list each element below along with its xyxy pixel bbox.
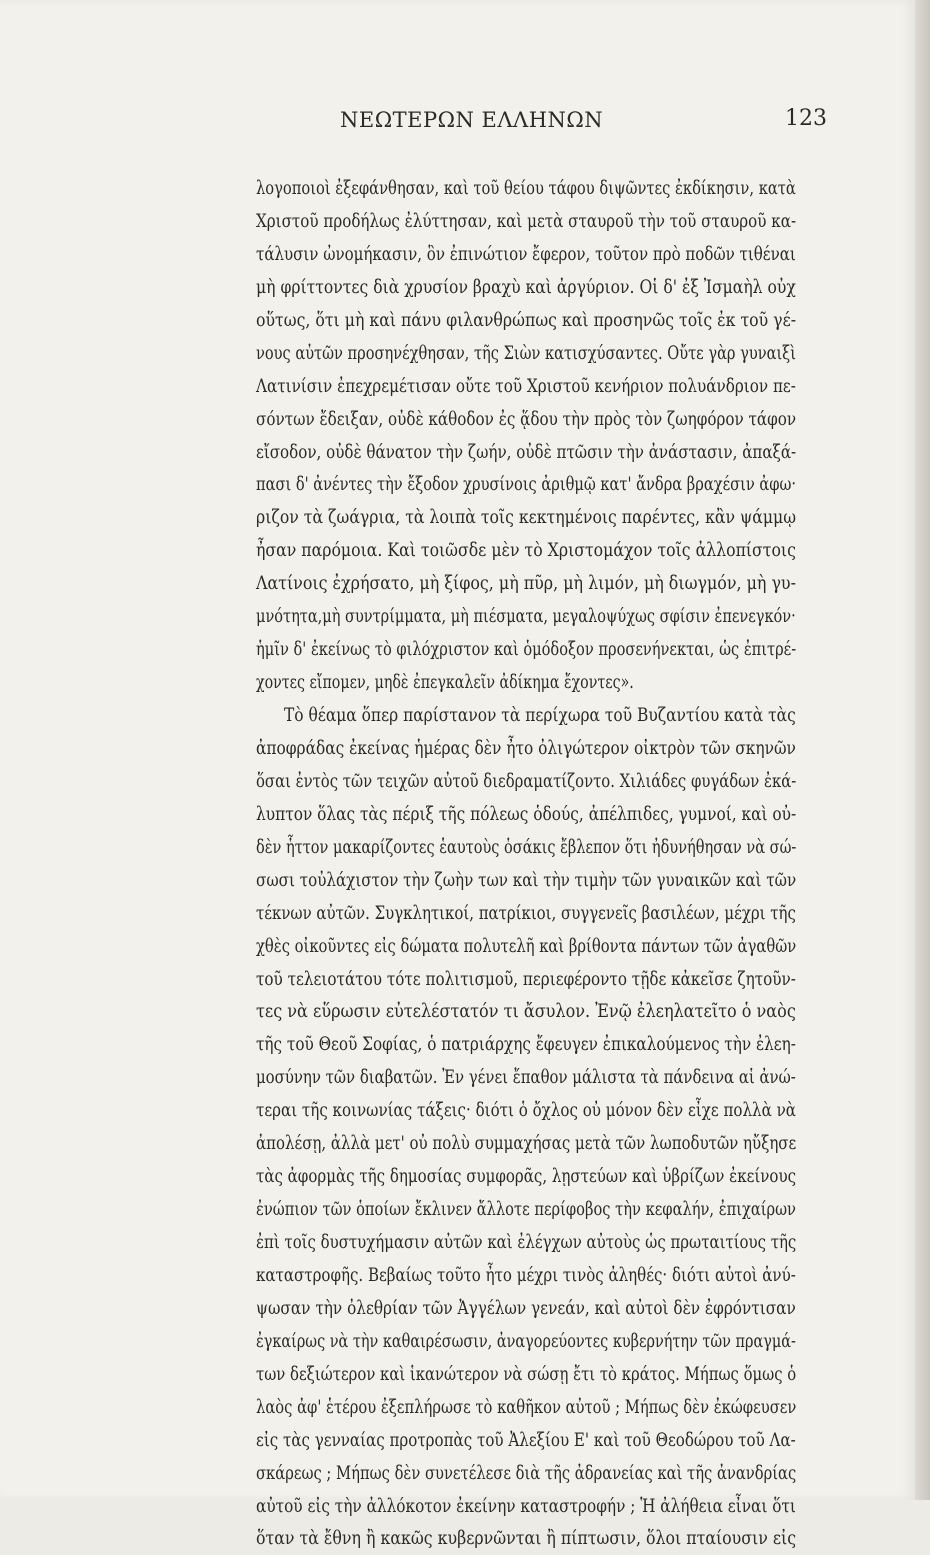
- text-line: [256, 1259, 796, 1292]
- text-line-content: τῆς τοῦ Θεοῦ Σοφίας, ὁ πατριάρχης ἔφευγεν ἐπικαλούμενος τὴν ἐλεη-: [256, 1033, 796, 1056]
- text-line-content: ὅταν τὰ ἔθνη ἢ κακῶς κυβερνῶνται ἢ πίπτωσιν, ὅλοι πταίουσιν εἰς: [256, 1527, 797, 1550]
- text-line-content: εἴσοδον, οὐδὲ θάνατον τὴν ζωήν, οὐδὲ πτῶσιν τὴν ἀνάστασιν, ἀπαξά-: [256, 440, 797, 463]
- text-line: [256, 1094, 796, 1127]
- text-line-content: τεραι τῆς κοινωνίας τάξεις· διότι ὁ ὄχλος οὐ μόνον δὲν εἶχε πολλὰ νὰ: [256, 1099, 796, 1122]
- text-line-content: τάλυσιν ὠνομήκασιν, ὃν ἐπινώτιον ἔφερον, τοῦτον πρὸ ποδῶν τιθέναι: [256, 242, 796, 265]
- text-line: [256, 337, 796, 370]
- text-line-content: ἐνώπιον τῶν ὁποίων ἔκλινεν ἄλλοτε περίφοβος τὴν κεφαλήν, ἐπιχαίρων: [256, 1198, 796, 1221]
- text-line-content: ἡμῖν δ' ἐκείνως τὸ φιλόχριστον καὶ ὁμόδοξον προσενήνεκται, ὡς ἐπιτρέ-: [256, 638, 797, 661]
- text-line-content: ἦσαν παρόμοια. Καὶ τοιῶσδε μὲν τὸ Χριστομάχον τοῖς ἀλλοπίστοις: [256, 539, 796, 562]
- text-line: [256, 864, 796, 897]
- page-number: 123: [785, 106, 827, 131]
- page-header: [0, 102, 915, 142]
- text-line-content: πασι δ' ἀνέντες τὴν ἔξοδον χρυσίνοις ἀριθμῷ κατ' ἄνδρα βραχέσιν ἀφω·: [256, 473, 797, 496]
- text-line-content: των δεξιώτερον καὶ ἱκανώτερον νὰ σώσῃ ἔτι τὸ κράτος. Μήπως ὅμως ὁ: [256, 1362, 797, 1385]
- text-line-content: λογοποιοὶ ἐξεφάνθησαν, καὶ τοῦ θείου τάφου διψῶντες ἐκδίκησιν, κατὰ: [256, 177, 796, 199]
- text-line-content: τοῦ τελειοτάτου τότε πολιτισμοῦ, περιεφέροντο τῇδε κἀκεῖσε ζητοῦν-: [256, 967, 796, 990]
- text-line: [256, 468, 796, 501]
- text-line-content: μοσύνην τῶν διαβατῶν. Ἐν γένει ἔπαθον μάλιστα τὰ πάνδεινα αἱ ἀνώ-: [256, 1066, 796, 1089]
- text-line: [256, 798, 796, 831]
- text-line-content: καταστροφῆς. Βεβαίως τοῦτο ἦτο μέχρι τινὸς ἀληθές· διότι αὐτοὶ ἀνύ-: [256, 1263, 796, 1286]
- text-line-content: χοντες εἴπομεν, μηδὲ ἐπεγκαλεῖν ἀδίκημα ἔχοντες».: [256, 671, 634, 694]
- text-line: [256, 1358, 796, 1391]
- text-line-content: ἐπὶ τοῖς δυστυχήμασιν αὐτῶν καὶ ἐλέγχων αὐτοὺς ὡς πρωταιτίους τῆς: [256, 1231, 797, 1253]
- text-line: [256, 1391, 796, 1424]
- text-line: [256, 238, 796, 271]
- text-line: [256, 436, 796, 469]
- text-line-content: ψωσαν τὴν ὀλεθρίαν τῶν Ἀγγέλων γενεάν, καὶ αὐτοὶ δὲν ἐφρόντισαν: [256, 1296, 796, 1319]
- text-line: [256, 1522, 796, 1555]
- text-line: [256, 370, 796, 403]
- text-line: [256, 732, 796, 765]
- text-line: [256, 403, 796, 436]
- text-line-content: λαὸς ἀφ' ἑτέρου ἐξεπλήρωσε τὸ καθῆκον αὐτοῦ ; Μήπως δὲν ἐκώφευσεν: [256, 1395, 797, 1418]
- text-line-content: σόντων ἔδειξαν, οὐδὲ κάθοδον ἐς ᾅδου τὴν πρὸς τὸν ζωηφόρον τάφον: [256, 407, 797, 430]
- text-line-content: τὰς ἀφορμὰς τῆς δημοσίας συμφορᾶς, λῃστεύων καὶ ὑβρίζων ἐκείνους: [256, 1165, 797, 1188]
- text-line: [256, 271, 796, 304]
- text-line: [256, 897, 796, 930]
- text-line-content: σωσι τοὐλάχιστον τὴν ζωὴν των καὶ τὴν τιμὴν τῶν γυναικῶν καὶ τῶν: [256, 868, 797, 891]
- text-line: [256, 205, 796, 238]
- text-line: [256, 1028, 796, 1061]
- text-line: [256, 1457, 796, 1490]
- text-line: [256, 1226, 796, 1259]
- text-line: [256, 765, 796, 798]
- text-line: [256, 1193, 796, 1226]
- text-line-content: ἀποφράδας ἐκείνας ἡμέρας δὲν ἦτο ὀλιγώτερον οἰκτρὸν τῶν σκηνῶν: [256, 736, 796, 759]
- text-line: [256, 963, 796, 996]
- text-line-content: Τὸ θέαμα ὅπερ παρίστανον τὰ περίχωρα τοῦ Βυζαντίου κατὰ τὰς: [284, 704, 796, 726]
- page-edge: [915, 0, 930, 1500]
- body-text: [256, 172, 796, 1555]
- running-title: ΝΕΩΤΕΡΩΝ ΕΛΛΗΝΩΝ: [340, 108, 604, 132]
- text-line: [256, 304, 796, 337]
- text-line-content: δὲν ἧττον μακαρίζοντες ἑαυτοὺς ὁσάκις ἔβλεπον ὅτι ἠδυνήθησαν νὰ σώ-: [256, 835, 797, 858]
- text-line-content: Λατινίσιν ἐπεχρεμέτισαν οὔτε τοῦ Χριστοῦ κενήριον πολυάνδριον πε-: [256, 374, 796, 397]
- text-line-content: ἀπολέσῃ, ἀλλὰ μετ' οὐ πολὺ συμμαχήσας μετὰ τῶν λωποδυτῶν ηὔξησε: [256, 1132, 797, 1155]
- text-line: [256, 633, 796, 666]
- text-line-content: ριζον τὰ ζωάγρια, τὰ λοιπὰ τοῖς κεκτημένοις παρέντες, κἂν ψάμμῳ: [256, 506, 797, 529]
- text-line-content: μὴ φρίττοντες διὰ χρυσίον βραχὺ καὶ ἀργύριον. Οἱ δ' ἐξ Ἰσμαὴλ οὐχ: [256, 275, 796, 298]
- text-line: [256, 1127, 796, 1160]
- text-line-content: νους αὐτῶν προσηνέχθησαν, τῆς Σιὼν κατισχύσαντες. Οὔτε γὰρ γυναιξὶ: [256, 341, 796, 364]
- text-line-content: τες νὰ εὕρωσιν εὐτελέστατόν τι ἄσυλον. Ἐνῷ ἐλεηλατεῖτο ὁ ναὸς: [256, 1000, 796, 1023]
- text-line: [256, 1325, 796, 1358]
- text-line: [256, 501, 796, 534]
- text-line-content: ὅσαι ἐντὸς τῶν τειχῶν αὐτοῦ διεδραματίζοντο. Χιλιάδες φυγάδων ἐκά-: [256, 769, 797, 792]
- text-line: [256, 930, 796, 963]
- text-line: [256, 534, 796, 567]
- text-line-content: οὕτως, ὅτι μὴ καὶ πάνυ φιλανθρώπως καὶ προσηνῶς τοῖς ἐκ τοῦ γέ-: [256, 308, 797, 331]
- text-line: [256, 172, 796, 205]
- text-line-content: λυπτον ὅλας τὰς πέριξ τῆς πόλεως ὁδούς, ἀπέλπιδες, γυμνοί, καὶ οὐ-: [256, 802, 797, 825]
- text-line-content: μνότητα,μὴ συντρίμματα, μὴ πιέσματα, μεγαλοψύχως σφίσιν ἐπενεγκόν·: [256, 605, 796, 628]
- text-line: [256, 1424, 796, 1457]
- text-line: [256, 831, 796, 864]
- text-line-content: τέκνων αὐτῶν. Συγκλητικοί, πατρίκιοι, συγγενεῖς βασιλέων, μέχρι τῆς: [256, 901, 796, 924]
- text-line-content: Λατίνοις ἐχρήσατο, μὴ ξίφος, μὴ πῦρ, μὴ λιμόν, μὴ διωγμόν, μὴ γυ-: [256, 572, 796, 595]
- text-line: [256, 666, 796, 699]
- text-line-content: σκάρεως ; Μήπως δὲν συνετέλεσε διὰ τῆς ἀδρανείας καὶ τῆς ἀνανδρίας: [256, 1461, 797, 1484]
- text-line: [256, 600, 796, 633]
- text-line-content: χθὲς οἰκοῦντες εἰς δώματα πολυτελῆ καὶ βρίθοντα πάντων τῶν ἀγαθῶν: [256, 934, 797, 957]
- text-line: [256, 1292, 796, 1325]
- text-line-content: εἰς τὰς γενναίας προτροπὰς τοῦ Ἀλεξίου Ε' καὶ τοῦ Θεοδώρου τοῦ Λα-: [256, 1428, 796, 1451]
- text-line: [256, 995, 796, 1028]
- text-line-content: αὐτοῦ εἰς τὴν ἀλλόκοτον ἐκείνην καταστροφήν ; Ἡ ἀλήθεια εἶναι ὅτι: [256, 1494, 796, 1517]
- text-line: [256, 1160, 796, 1193]
- text-line-content: ἐγκαίρως νὰ τὴν καθαιρέσωσιν, ἀναγορεύοντες κυβερνήτην τῶν πραγμά-: [256, 1329, 796, 1352]
- text-line: [256, 699, 796, 732]
- text-line-content: Χριστοῦ προδήλως ἐλύττησαν, καὶ μετὰ σταυροῦ τὴν τοῦ σταυροῦ κα-: [256, 209, 797, 232]
- text-line: [256, 1061, 796, 1094]
- text-line: [256, 1490, 796, 1523]
- text-line: [256, 567, 796, 600]
